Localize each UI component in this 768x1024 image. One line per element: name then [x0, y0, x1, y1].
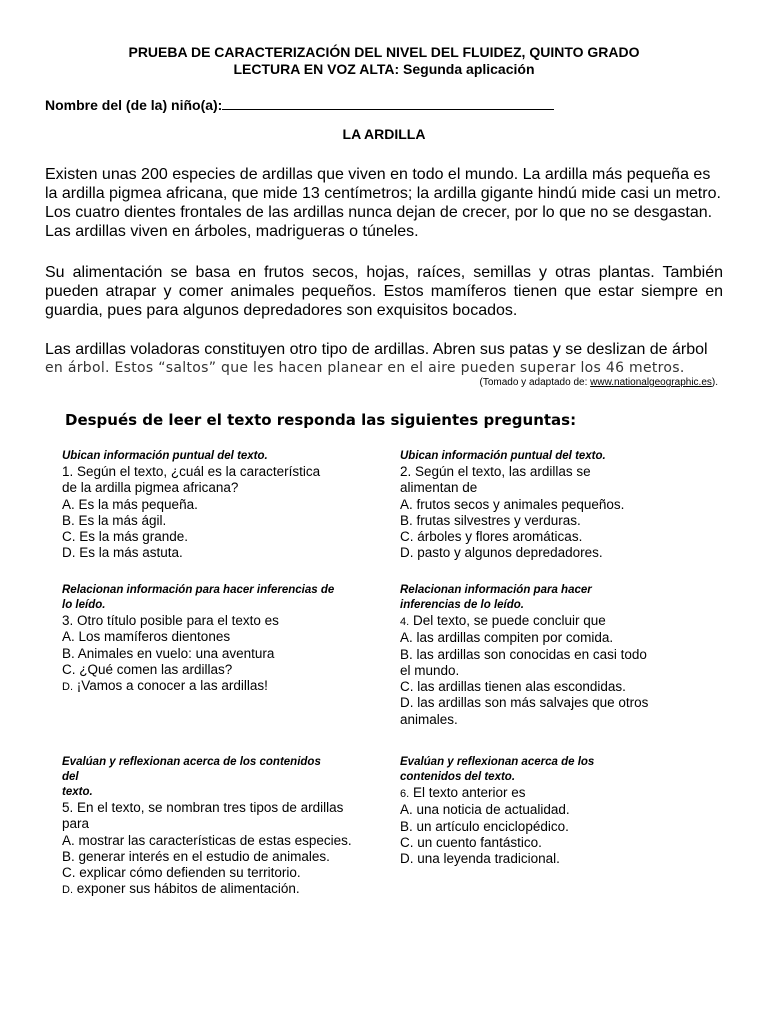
question-4	[400, 583, 670, 728]
story-paragraph-2: Su alimentación se basa en frutos secos, hojas, raíces, semillas y otras plantas. También pueden atrapar y comer animales pequeños. Estos mamíferos tienen que estar siempre en guardia, pues para algunos depredadores son exquisitos bocados.	[45, 264, 723, 319]
question-1	[62, 449, 362, 562]
question-5-option-b[interactable]: B. generar interés en el estudio de animales.	[62, 848, 330, 864]
question-2-stem-line-1: 2. Según el texto, las ardillas se	[400, 464, 591, 479]
question-4-option-a[interactable]: A. las ardillas compiten por comida.	[400, 630, 614, 646]
question-5-option-d[interactable]	[62, 881, 362, 898]
source-citation	[480, 377, 719, 389]
question-4-skill-line-2: inferencias de lo leído.	[400, 599, 524, 611]
source-suffix: ).	[711, 377, 718, 388]
question-1-stem-line-1: 1. Según el texto, ¿cuál es la característica	[62, 464, 321, 479]
question-4-option-b[interactable]: B. las ardillas son conocidas en casi todo	[400, 646, 647, 662]
source-prefix: (Tomado y adaptado de:	[479, 377, 591, 388]
question-5-skill-line-2: del	[62, 771, 79, 783]
question-1-option-a[interactable]: A. Es la más pequeña.	[62, 496, 198, 512]
question-1-skill: Ubican información puntual del texto.	[62, 450, 268, 462]
question-4-option-b-cont: el mundo.	[400, 662, 460, 678]
questions-heading: Después de leer el texto responda las siguientes preguntas:	[65, 411, 577, 429]
question-5-option-d-letter: D.	[62, 884, 73, 897]
question-6-option-d[interactable]: D. una leyenda tradicional.	[400, 851, 560, 867]
story-paragraph-3-line-2: en árbol. Estos “saltos” que les hacen planear en el aire pueden superar los 46 metros.	[45, 360, 685, 376]
question-5-skill-line-1: Evalúan y reflexionan acerca de los contenidos	[62, 756, 321, 768]
question-5-option-d-text: exponer sus hábitos de alimentación.	[73, 881, 300, 897]
question-4-stem-text: Del texto, se puede concluir que	[409, 613, 606, 628]
question-5-skill-line-3: texto.	[62, 786, 93, 798]
test-subtitle: LECTURA EN VOZ ALTA: Segunda aplicación	[233, 61, 535, 77]
question-4-stem	[400, 613, 670, 630]
question-4-number: 4.	[400, 616, 410, 628]
question-6-option-c[interactable]: C. un cuento fantástico.	[400, 834, 542, 850]
question-4-option-d[interactable]: D. las ardillas son más salvajes que otros	[400, 695, 649, 711]
question-4-option-c[interactable]: C. las ardillas tienen alas escondidas.	[400, 679, 626, 695]
question-3-option-b[interactable]: B. Animales en vuelo: una aventura	[62, 645, 275, 661]
question-6-option-a[interactable]: A. una noticia de actualidad.	[400, 802, 570, 818]
question-6-number: 6.	[400, 788, 410, 800]
question-6-option-b[interactable]: B. un artículo enciclopédico.	[400, 818, 569, 834]
student-name-label: Nombre del (de la) niño(a):	[45, 97, 223, 113]
question-2-option-c[interactable]: C. árboles y flores aromáticas.	[400, 529, 583, 545]
question-1-option-d[interactable]: D. Es la más astuta.	[62, 545, 183, 561]
question-6-skill-line-1: Evalúan y reflexionan acerca de los	[400, 756, 595, 768]
question-3-option-c[interactable]: C. ¿Qué comen las ardillas?	[62, 661, 233, 677]
test-header	[0, 44, 768, 78]
question-6-stem	[400, 785, 670, 802]
question-6-stem-text: El texto anterior es	[409, 785, 526, 800]
question-2	[400, 449, 670, 562]
question-2-stem-line-2: alimentan de	[400, 480, 478, 496]
story-title: LA ARDILLA	[342, 126, 426, 142]
question-3-skill-line-2: lo leído.	[62, 599, 106, 611]
story-paragraph-3-line-1: Las ardillas voladoras constituyen otro tipo de ardillas. Abren sus patas y se deslizan de árbol	[45, 341, 708, 358]
source-link[interactable]: www.nationalgeographic.es	[590, 377, 712, 388]
question-3-option-d-letter: D.	[62, 681, 73, 694]
question-1-stem-line-2: de la ardilla pigmea africana?	[62, 480, 239, 496]
question-2-option-d[interactable]: D. pasto y algunos depredadores.	[400, 545, 603, 561]
question-3-option-a[interactable]: A. Los mamíferos dientones	[62, 629, 231, 645]
question-2-option-a[interactable]: A. frutos secos y animales pequeños.	[400, 496, 625, 512]
question-5-option-c[interactable]: C. explicar cómo defienden su territorio.	[62, 865, 301, 881]
student-name-blank[interactable]	[222, 97, 554, 110]
question-5-option-a[interactable]: A. mostrar las características de estas especies.	[62, 832, 352, 848]
question-3-skill-line-1: Relacionan información para hacer inferencias de	[62, 584, 335, 596]
test-title: PRUEBA DE CARACTERIZACIÓN DEL NIVEL DEL FLUIDEZ, QUINTO GRADO	[128, 44, 640, 60]
question-3-option-d-text: ¡Vamos a conocer a las ardillas!	[73, 678, 268, 694]
question-3-stem: 3. Otro título posible para el texto es	[62, 613, 279, 628]
question-2-option-b[interactable]: B. frutas silvestres y verduras.	[400, 512, 581, 528]
student-name-field	[45, 97, 554, 114]
story-paragraph-1: Existen unas 200 especies de ardillas que viven en todo el mundo. La ardilla más pequeña es la ardilla pigmea africana, que mide 13 centímetros; la ardilla gigante hindú mide casi un metro. Los cuatro dientes frontales de las ardillas nunca dejan de crecer, por lo que no se desgastan. Las ardillas viven en árboles, madrigueras o túneles.	[45, 166, 721, 240]
question-4-option-d-cont: animales.	[400, 711, 458, 727]
story-paragraph-3	[45, 340, 723, 378]
question-4-skill-line-1: Relacionan información para hacer	[400, 584, 592, 596]
question-6-skill-line-2: contenidos del texto.	[400, 771, 516, 783]
question-2-skill: Ubican información puntual del texto.	[400, 450, 606, 462]
question-1-option-b[interactable]: B. Es la más ágil.	[62, 512, 167, 528]
question-5-stem-line-2: para	[62, 816, 90, 832]
question-6	[400, 755, 670, 867]
question-5-stem-line-1: 5. En el texto, se nombran tres tipos de ardillas	[62, 800, 344, 815]
question-1-option-c[interactable]: C. Es la más grande.	[62, 529, 189, 545]
question-5	[62, 755, 362, 899]
question-3	[62, 583, 362, 695]
question-3-option-d[interactable]	[62, 678, 362, 695]
